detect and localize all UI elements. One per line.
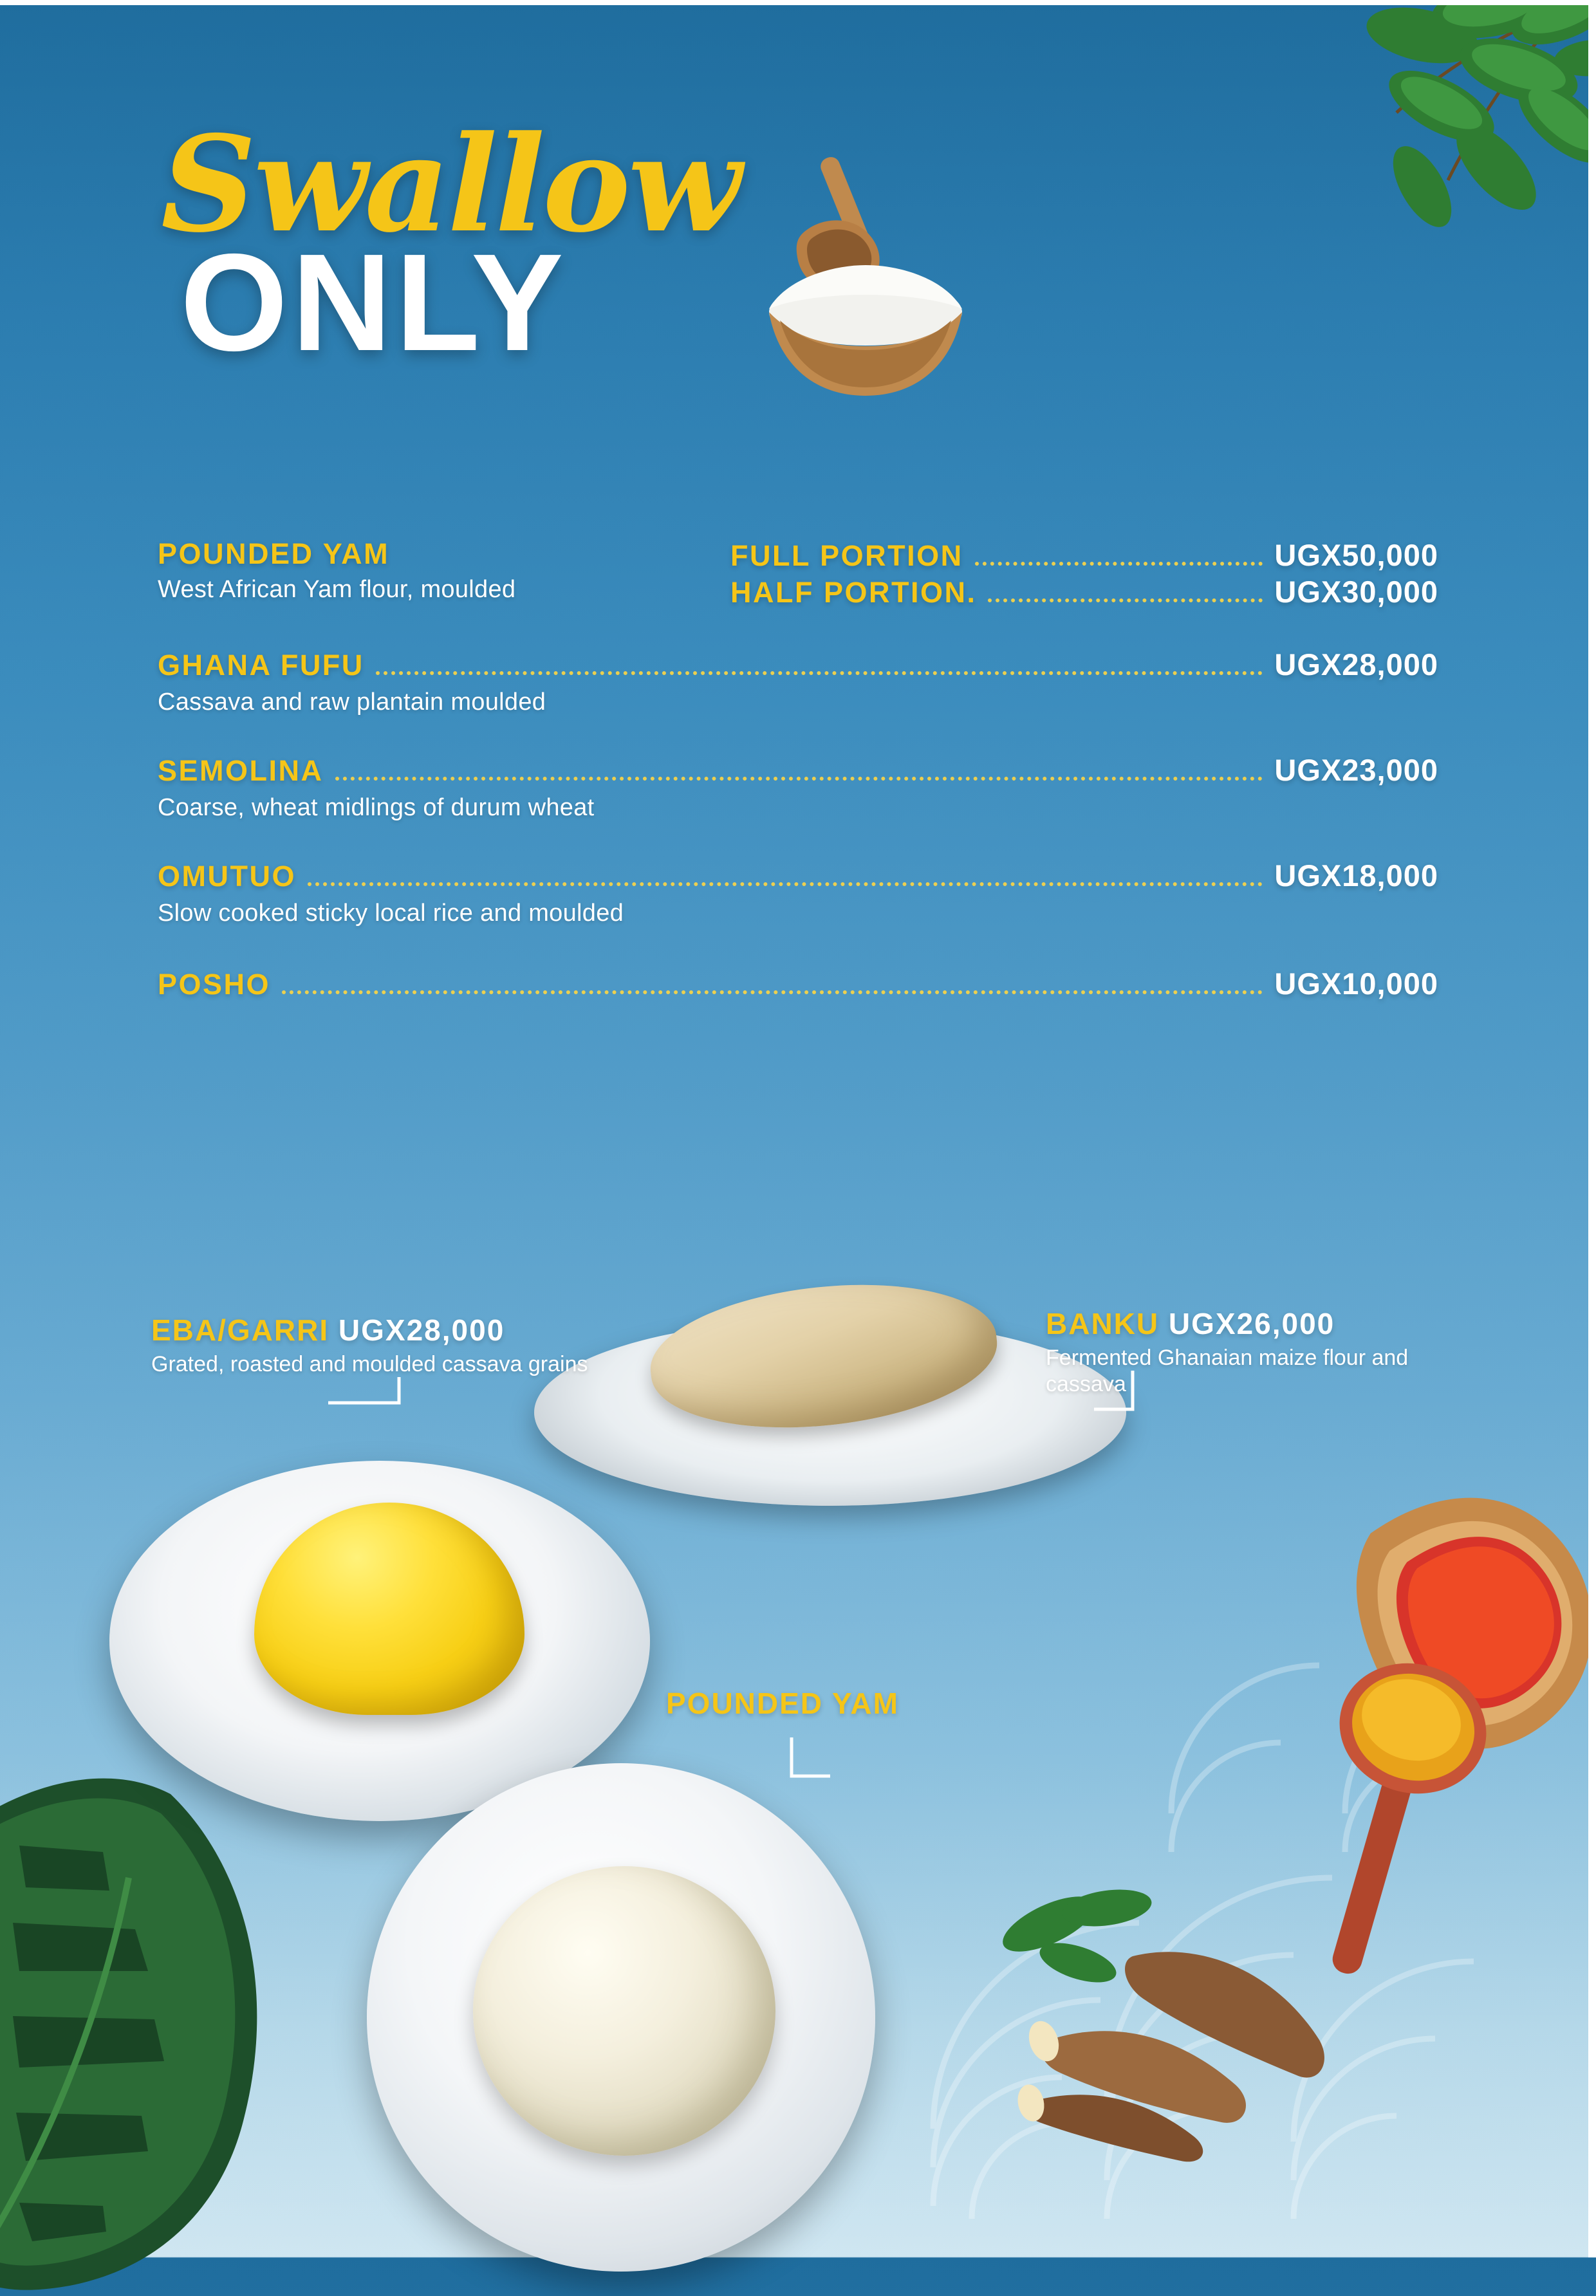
menu-item-omutuo [158, 858, 1438, 927]
portion-label: HALF PORTION. [730, 576, 977, 609]
portion-row-half [730, 574, 1438, 611]
menu-item-name: GHANA FUFU [158, 649, 364, 681]
photo-gallery [0, 1248, 1596, 2259]
callout-title [666, 1686, 988, 1721]
page-edge-right [1588, 0, 1596, 2257]
menu-item-price: UGX23,000 [1274, 753, 1438, 787]
flour-bowl-with-scoop-icon [727, 148, 998, 425]
callout-description: Fermented Ghanaian maize flour and cassava [1046, 1346, 1409, 1397]
portion-label: FULL PORTION [730, 539, 963, 572]
menu-item-pounded-yam [158, 537, 1438, 611]
menu-item-description: West African Yam flour, moulded [158, 576, 516, 603]
callout-banku [1046, 1306, 1445, 1398]
callout-description: Grated, roasted and moulded cassava grains [151, 1352, 588, 1376]
callout-title [151, 1313, 602, 1347]
page-title-script: Swallow [161, 107, 739, 262]
callout-leader-lines [0, 1248, 1596, 2259]
callout-name: BANKU [1046, 1307, 1160, 1340]
menu-item-name: POUNDED YAM [158, 537, 390, 570]
leader-dots [975, 562, 1263, 566]
leader-dots [335, 777, 1263, 781]
portion-price: UGX50,000 [1274, 538, 1438, 572]
callout-eba-garri [151, 1313, 602, 1378]
menu-item-description: Coarse, wheat midlings of durum wheat [158, 794, 595, 821]
callout-pounded-yam [666, 1686, 988, 1721]
menu-item-price: UGX10,000 [1274, 967, 1438, 1001]
menu-item-price: UGX18,000 [1274, 858, 1438, 893]
callout-title [1046, 1306, 1445, 1341]
menu-item-posho [158, 966, 1438, 1003]
callout-price: UGX26,000 [1168, 1307, 1335, 1340]
leaf-branch-icon [1120, 0, 1596, 335]
portion-row-full [730, 537, 1438, 574]
page-edge-top [0, 0, 1596, 5]
menu-item-description: Cassava and raw plantain moulded [158, 689, 546, 716]
menu-item-name: OMUTUO [158, 860, 296, 893]
callout-price: UGX28,000 [338, 1313, 505, 1347]
leader-dots [988, 598, 1263, 602]
leader-dots [282, 990, 1263, 994]
leader-dots [376, 671, 1263, 675]
menu-item-name: POSHO [158, 968, 271, 1001]
portion-price: UGX30,000 [1274, 575, 1438, 609]
menu-item-description: Slow cooked sticky local rice and moulded [158, 900, 624, 927]
menu-item-name: SEMOLINA [158, 754, 324, 787]
menu-list [158, 537, 1438, 1031]
menu-item-semolina [158, 752, 1438, 822]
menu-item-price: UGX28,000 [1274, 647, 1438, 681]
callout-name: EBA/GARRI [151, 1313, 329, 1347]
callout-name: POUNDED YAM [666, 1687, 899, 1720]
leader-dots [308, 882, 1263, 886]
menu-item-ghana-fufu [158, 647, 1438, 716]
page-title-main: ONLY [180, 225, 568, 380]
